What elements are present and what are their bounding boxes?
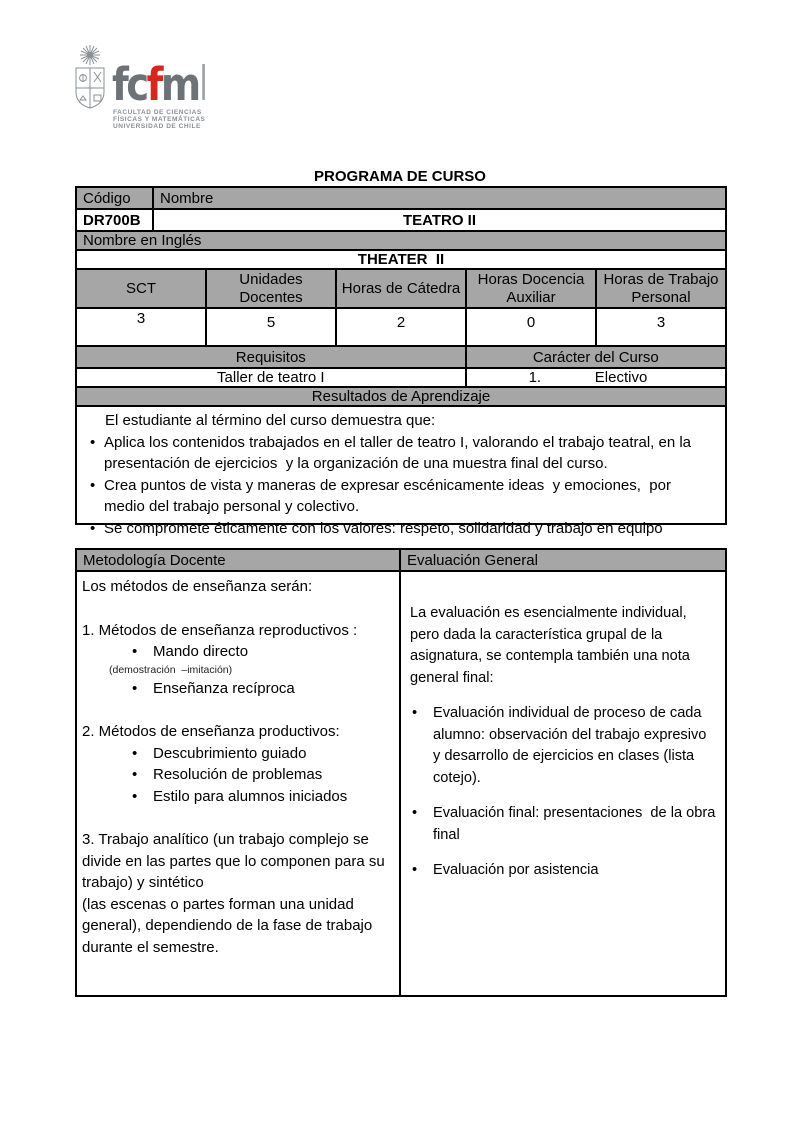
resultados-bullet-item: • Se compromete éticamente con los valores: respeto, solidaridad y trabajo en equipo [87,518,715,540]
metodologia-section1-title: 1. Métodos de enseñanza reproductivos : [82,621,358,639]
requisitos-header-cell: Requisitos [77,347,467,367]
bullet-icon [87,432,104,475]
evaluacion-content-cell [401,572,725,997]
faculty-name [113,110,205,130]
fcfm-logo [74,42,224,137]
metodologia-section3-paragraph: 3. Trabajo analítico (un trabajo complejo se divide en las partes que lo componen para su trabajo) y sintético [82,831,385,891]
wordmark-m: m [160,58,199,111]
codigo-header-cell: Código [77,188,154,208]
nombre-header-cell: Nombre [154,188,725,208]
caracter-number: 1. [528,369,542,386]
metodologia-intro: Los métodos de enseñanza serán: [82,578,313,595]
resultados-bullet-item: • Aplica los contenidos trabajados en el taller de teatro I, valorando el trabajo teatral, en la presentación de ejercicios y la organización de una muestra final del curso. [87,432,715,475]
fcfm-wordmark [112,58,205,111]
horas-docencia-auxiliar-header-cell: Horas Docencia Auxiliar [467,270,597,307]
faculty-line: FACULTAD DE CIENCIAS [113,109,202,116]
metodologia-bullet-item: • Enseñanza recíproca [82,678,393,700]
requisitos-value-cell: Taller de teatro I [77,369,467,386]
sct-header-cell: SCT [77,270,207,307]
codigo-value-cell: DR700B [77,210,154,230]
evaluacion-bullet-item: • Evaluación individual de proceso de cada alumno: observación del trabajo expresivo y desarrollo de ejercicios en clases (lista cotejo). [410,703,717,789]
sct-value-cell: 3 [77,309,207,345]
metodologia-content-cell [77,572,401,997]
evaluacion-bullet-item: • Evaluación por asistencia [410,860,717,882]
resultados-aprendizaje-header-cell: Resultados de Aprendizaje [77,388,725,405]
metodologia-bullet-item: • Descubrimiento guiado [82,743,393,765]
caracter-value: Electivo [594,369,648,386]
nombre-ingles-value-cell: THEATER II [357,251,445,268]
university-crest-icon [74,44,106,110]
course-info-table [75,186,727,537]
horas-trabajo-personal-value-cell: 3 [656,314,666,331]
bullet-icon [410,703,433,789]
horas-catedra-value-cell: 2 [337,309,467,345]
metodologia-section3-paragraph2: (las escenas o partes forman una unidad general), dependiendo de la fase de trabajo durante el semestre. [82,895,373,956]
metodologia-section2-title: 2. Métodos de enseñanza productivos: [82,723,340,740]
faculty-line: FÍSICAS Y MATEMÁTICAS [113,115,206,123]
unidades-docentes-header-cell: Unidades Docentes [207,270,337,307]
bullet-icon [410,803,433,846]
wordmark-f-red: f [146,58,161,111]
wordmark-fc: fc [112,58,147,111]
evaluacion-general-header-cell: Evaluación General [401,550,725,570]
resultados-intro: El estudiante al término del curso demuestra que: [105,412,436,429]
bullet-icon [87,475,104,518]
bullet-icon [127,786,153,808]
bullet-icon [87,518,104,540]
nombre-ingles-header-cell: Nombre en Inglés [77,232,725,249]
metodologia-docente-header-cell: Metodología Docente [77,550,401,570]
horas-docencia-auxiliar-value-cell: 0 [467,309,597,345]
caracter-curso-value-cell [467,369,725,386]
bullet-icon [127,743,153,765]
resultados-bullet-item: • Crea puntos de vista y maneras de expresar escénicamente ideas y emociones, por medio del trabajo personal y colectivo. [87,475,715,518]
unidades-docentes-value-cell: 5 [207,309,337,345]
bullet-icon [127,678,153,700]
bullet-icon [127,764,153,786]
evaluacion-bullet-item: • Evaluación final: presentaciones de la obra final [410,803,717,846]
faculty-line: UNIVERSIDAD DE CHILE [113,122,201,130]
nombre-value-cell: TEATRO II [402,211,477,229]
bullet-icon [127,641,153,663]
logo-divider-bar [202,64,205,100]
horas-catedra-header-cell: Horas de Cátedra [337,270,467,307]
caracter-curso-header-cell: Carácter del Curso [467,347,725,367]
methodology-evaluation-table [75,548,727,997]
page-title: PROGRAMA DE CURSO [314,168,486,185]
horas-trabajo-personal-header-cell: Horas de Trabajo Personal [597,270,725,307]
bullet-icon [410,860,433,882]
metodologia-bullet-item: • Mando directo [82,641,393,663]
metodologia-note: (demostración –imitación) [109,663,233,676]
resultados-aprendizaje-content-cell [77,407,725,539]
evaluacion-intro: La evaluación es esencialmente individual, pero dada la característica grupal de la asignatura, se contempla también una nota general final: [410,605,690,686]
metodologia-bullet-item: • Resolución de problemas [82,764,393,786]
metodologia-bullet-item: • Estilo para alumnos iniciados [82,786,393,808]
